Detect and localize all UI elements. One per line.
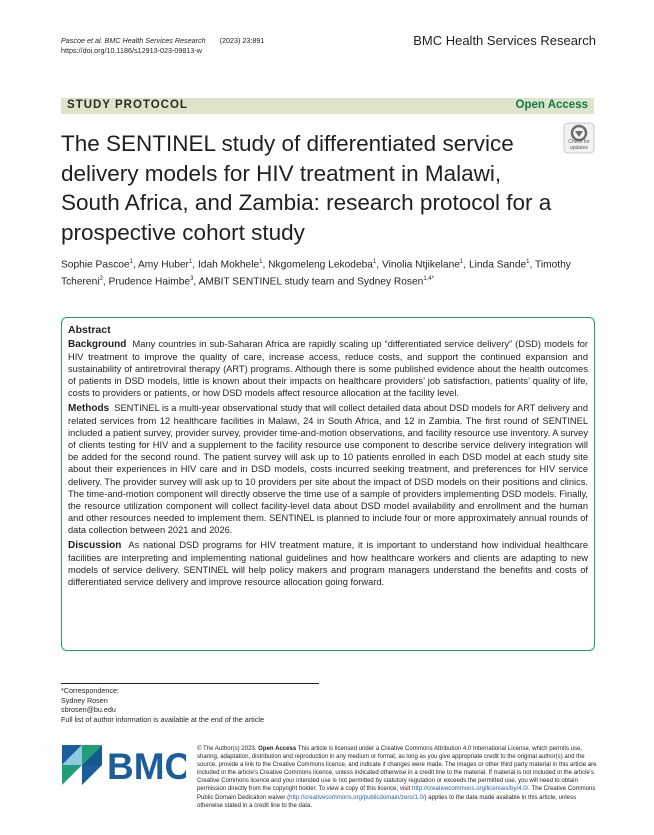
license-copyright: © The Author(s) 2023. [197, 746, 257, 752]
author-name: Timothy Tchereni [61, 259, 571, 288]
discussion-text: As national DSD programs for HIV treatment mature, it is important to understand how individual healthcare facilities are interpreting and implementing national guidelines and how healthcare workers and clients are adapting to new models of service delivery. SENTINEL will help policy makers and program managers understand the benefits and costs of differentiated service delivery and improve resource allocation going forward. [68, 539, 588, 587]
license-notice [197, 745, 597, 810]
citation-year: (2023) 23:891 [219, 36, 265, 45]
bmc-logo [62, 743, 186, 786]
citation-authors: Pascoe et al. BMC Health Services Research [61, 36, 206, 45]
author-affiliation: 1 [259, 259, 263, 265]
license-text-3: ) applies to the data made available in this article, unless otherwise stated in a credit line to the data. [197, 794, 577, 809]
author-affiliation: 1 [459, 259, 464, 265]
open-access-label: Open Access [512, 98, 592, 112]
article-type: STUDY PROTOCOL [67, 99, 188, 111]
check-for-updates-label: Check for updates [568, 139, 590, 151]
background-text: Many countries in sub-Saharan Africa are rapidly scaling up “differentiated service delivery” (DSD) models for HIV treatment to improve the quality of care, increase access, reduce costs, and support the continued expansion and sustainability of antiretroviral therapy (ART) programs. Although there is some published evidence about the health outcomes of patients in DSD models, little is known about their impacts on healthcare providers’ job satisfaction, patients’ quality of life, costs to providers or patients, or how DSD models affect resource allocation at the facility level. [68, 339, 588, 399]
correspondence [61, 686, 264, 724]
author-affiliation: 1 [372, 259, 377, 265]
doi-link[interactable]: https://doi.org/10.1186/s12913-023-09813-w [61, 46, 202, 55]
bmc-logo-icon [62, 743, 186, 786]
author-name: Idah Mokhele [197, 259, 260, 271]
abstract-heading: Abstract [68, 324, 111, 336]
abstract-discussion [68, 539, 588, 588]
author-name: Amy Huber [138, 259, 189, 271]
license-text-1: This article is licensed under a Creative Commons Attribution 4.0 International License, which permits use, sharing, adaptation, distribution and reproduction in any medium or format, as long as you give appropriate credit to the original author(s) and the source, provide a link to the Creative Commons licence, and indicate if changes were made. The images or other third party material in this article are included in the article’s Creative Commons licence, unless indicated otherwise in a credit line to the material. If material is not included in the article’s Creative Commons licence and your intended use is not permitted by statutory regulation or exceeds the permitted use, you will need to obtain permission directly from the copyright holder. To view a copy of this licence, visit [197, 746, 597, 793]
author-affiliation: 2 [99, 276, 103, 283]
correspondence-note: Full list of author information is available at the end of the article [61, 714, 264, 724]
abstract-background [68, 338, 588, 399]
author-affiliation: 1 [526, 259, 530, 265]
author-affiliation: 3 [190, 276, 194, 283]
footnote-divider [61, 683, 319, 684]
article-title: The SENTINEL study of differentiated service delivery models for HIV treatment in Malawi, South Africa, and Zambia: research protocol for a prospective cohort study [61, 131, 552, 245]
license-link-cc0[interactable]: http://creativecommons.org/publicdomain/zero/1.0/ [289, 794, 425, 801]
author-name: Prudence Haimbe [108, 276, 191, 288]
bmc-logo-text: BMC [107, 746, 186, 786]
journal-name: BMC Health Services Research [413, 33, 596, 48]
methods-text: SENTINEL is a multi-year observational study that will collect detailed data about DSD models for ART delivery and related services from 12 healthcare facilities in Malawi, 24 in South Africa, and 12 in Zambia. The first round of SENTINEL included a patient survey, provider survey, provider time-and-motion observations, and facility resource use inventory. A survey of clients testing for HIV and a supplement to the facility resource use component to describe service delivery integration will be added for the second round. The patient survey will ask up to 10 patients enrolled in each DSD model at each study site about their experiences in HIV care and in DSD models, costs incurred seeking treatment, and preferences for HIV service delivery. The provider survey will ask up to 10 providers per site about the impact of DSD models on their positions and clinics. The time-and-motion component will directly observe the time use of a sample of providers implementing DSD models. Finally, the resource utilization component will collect facility-level data about DSD model availability and enrollment and the human and other resources needed to implement them. SENTINEL is planned to include four or more approximately annual rounds of data collection between 2021 and 2026. [68, 403, 588, 535]
correspondence-name: Sydney Rosen [61, 695, 108, 705]
license-oa-label: Open Access [258, 746, 297, 752]
abstract-box [61, 317, 595, 651]
correspondence-label: *Correspondence: [61, 686, 119, 695]
running-header [61, 36, 264, 56]
author-name: Nkgomeleng Lekodeba [268, 259, 373, 271]
discussion-label: Discussion [68, 539, 122, 551]
background-label: Background [68, 339, 127, 350]
author-list: Sophie Pascoe$^1$, Amy Huber$^1$, Idah Mokhele$^1$, Nkgomeleng Lekodeba$^1$, Vinolia Ntjikelane$^1$, Linda Sande$^1$, Timothy Tchereni$^2$, Prudence Haimbe$^3$, AMBIT SENTINEL study team and Sydney Rosen$^{1,4*}$ [61, 259, 571, 288]
article-type-band [61, 98, 594, 114]
license-link-cc-by[interactable]: http://creativecommons.org/licenses/by/4.0/ [412, 786, 529, 793]
license-text-2: . The Creative Commons Public Domain Dedication waiver ( [197, 786, 596, 801]
author-name: Linda Sande [468, 259, 527, 271]
author-affiliation: 1 [129, 259, 133, 265]
author-name: Vinolia Ntjikelane [381, 259, 460, 271]
author-name: AMBIT SENTINEL study team and Sydney Rosen [198, 276, 424, 288]
author-affiliation: 1 [188, 259, 193, 265]
abstract-methods [68, 402, 588, 536]
correspondence-email[interactable]: sbrosen@bu.edu [61, 705, 116, 715]
author-affiliation: 1,4* [423, 276, 435, 283]
methods-label: Methods [68, 403, 110, 415]
author-name: Sophie Pascoe [61, 259, 130, 271]
